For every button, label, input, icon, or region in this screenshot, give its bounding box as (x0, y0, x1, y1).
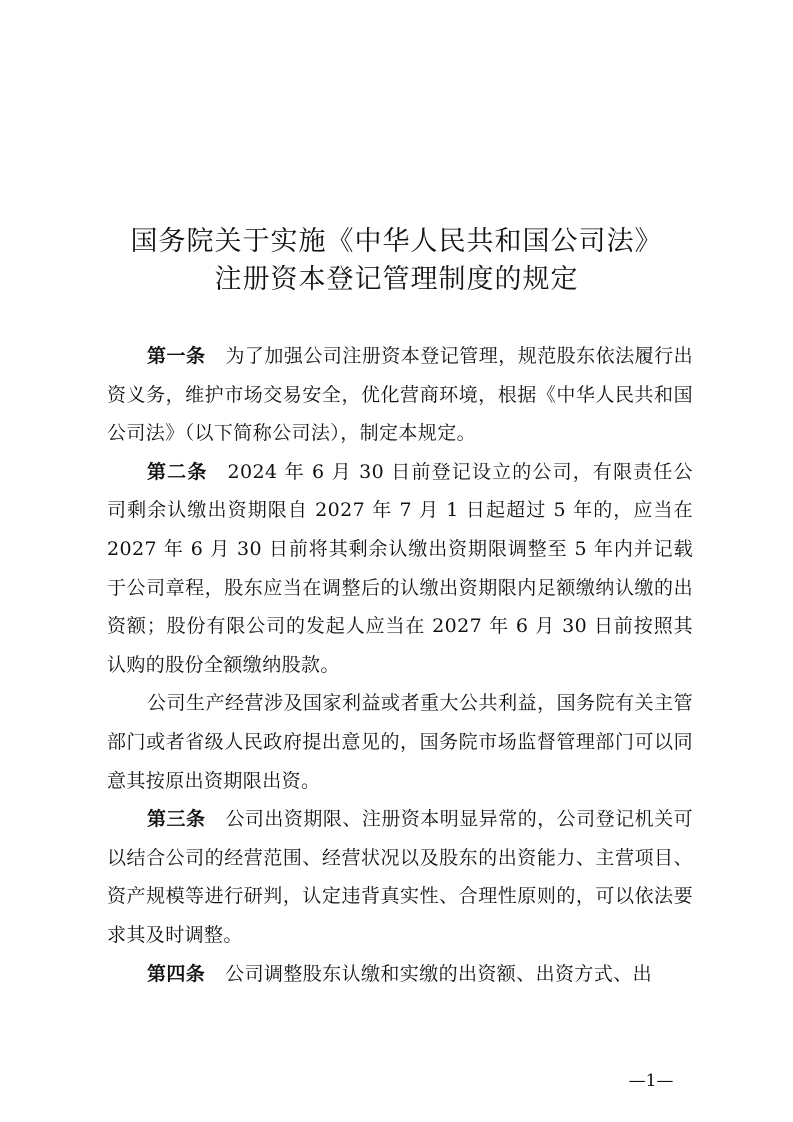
article-3-text: 公司出资期限、注册资本明显异常的，公司登记机关可以结合公司的经营范围、经营状况以及股东的出资能力、主营项目、资产规模等进行研判，认定违背真实性、合理性原则的，可以依法要求其及时调整。 (107, 808, 693, 946)
article-3-paragraph (107, 800, 693, 954)
article-4-label: 第四条 (147, 962, 206, 985)
document-title-line-2: 注册资本登记管理制度的规定 (214, 264, 579, 295)
article-2-text: 2024 年 6 月 30 日前登记设立的公司，有限责任公司剩余认缴出资期限自 2027 年 7 月 1 日起超过 5 年的，应当在 2027 年 6 月 30 日前将其剩余认缴出资期限调整至 5 年内并记载于公司章程，股东应当在调整后的认缴出资期限内足额缴纳认缴的出资额；股份有限公司的发起人应当在 2027 年 6 月 30 日前按照其认购的股份全额缴纳股款。 (107, 460, 693, 676)
article-2-paragraph (107, 453, 693, 685)
article-1-text: 为了加强公司注册资本登记管理，规范股东依法履行出资义务，维护市场交易安全，优化营商环境，根据《中华人民共和国公司法》（以下简称公司法），制定本规定。 (107, 345, 693, 445)
document-body (107, 337, 693, 993)
article-2-label: 第二条 (147, 460, 208, 483)
article-3-label: 第三条 (147, 808, 206, 831)
document-title-line-1: 国务院关于实施《中华人民共和国公司法》 (130, 226, 663, 257)
article-1-label: 第一条 (147, 345, 206, 367)
article-2-continuation-paragraph (107, 684, 693, 800)
article-2-continuation-text: 公司生产经营涉及国家利益或者重大公共利益，国务院有关主管部门或者省级人民政府提出意见的，国务院市场监督管理部门可以同意其按原出资期限出资。 (107, 692, 693, 792)
page-number: —1— (628, 1071, 674, 1091)
article-4-paragraph (107, 955, 693, 994)
article-1-paragraph (107, 337, 693, 453)
article-4-text: 公司调整股东认缴和实缴的出资额、出资方式、出 (225, 962, 653, 985)
